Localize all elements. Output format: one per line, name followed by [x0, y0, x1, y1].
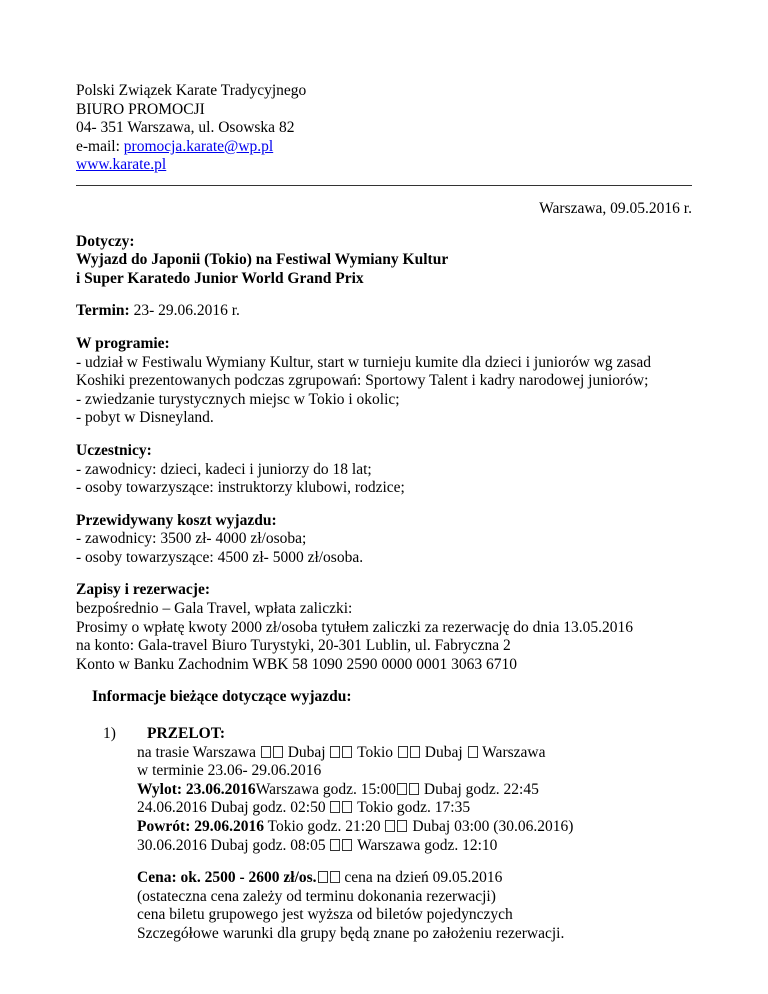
email-link[interactable]: promocja.karate@wp.pl [123, 137, 274, 155]
office-name: BIURO PROMOCJI [76, 100, 205, 118]
departure-label: Wylot: 23.06.2016 [137, 780, 256, 798]
term-label: Termin: [76, 302, 130, 320]
leg2-line [137, 799, 692, 818]
participants-item: - zawodnicy: dzieci, kadeci i juniorzy do 18 lat; [76, 460, 372, 478]
route-stop: Tokio [357, 743, 394, 761]
return-to: Dubaj 03:00 (30.06.2016) [412, 818, 574, 835]
arrow-glyph-icon [273, 746, 283, 758]
document-page [76, 82, 692, 944]
participants-block [76, 442, 692, 498]
price-line [137, 869, 692, 888]
departure-to: Dubaj godz. 22:45 [423, 780, 539, 798]
arrow-glyph-icon [397, 783, 407, 795]
subject-label: Dotyczy: [76, 232, 135, 250]
program-item: - zwiedzanie turystycznych miejsc w Tokio i okolic; [76, 390, 400, 408]
flight-period: w terminie 23.06- 29.06.2016 [137, 762, 322, 780]
departure-line [137, 781, 692, 800]
arrow-glyph-icon [398, 746, 408, 758]
program-item: - udział w Festiwalu Wymiany Kultur, start w turnieju kumite dla dzieci i juniorów wg zasad [76, 353, 651, 371]
participants-label: Uczestnicy: [76, 441, 152, 459]
price-note-line: (ostateczna cena zależy od terminu dokonania rezerwacji) [137, 887, 496, 905]
website-link[interactable]: www.karate.pl [76, 156, 167, 174]
section-number: 1) [103, 725, 116, 743]
arrow-glyph-icon [330, 871, 340, 883]
letterhead [76, 82, 692, 175]
booking-item: Konto w Banku Zachodnim WBK 58 1090 2590 0000 0001 3063 6710 [76, 655, 518, 673]
arrow-glyph-icon [342, 839, 352, 851]
arrow-glyph-icon [330, 746, 340, 758]
info-heading: Informacje bieżące dotyczące wyjazdu: [92, 688, 352, 706]
arrow-glyph-icon [468, 746, 478, 758]
price-label: Cena: ok. 2500 - 2600 zł/os. [137, 869, 317, 887]
booking-item: bezpośrednio – Gala Travel, wpłata zaliczki: [76, 600, 353, 618]
cost-block [76, 512, 692, 568]
term-block [76, 302, 692, 321]
arrow-glyph-icon [397, 820, 407, 832]
leg4-to: Warszawa godz. 12:10 [357, 836, 498, 854]
leg4-line [137, 837, 692, 856]
cost-item: - osoby towarzyszące: 4500 zł- 5000 zł/osoba. [76, 548, 364, 566]
program-item: Koshiki prezentowanych podczas zgrupowań: Sportowy Talent i kadry narodowej juniorów; [76, 372, 649, 390]
flight-title: PRZELOT: [147, 725, 226, 743]
org-name: Polski Związek Karate Tradycyjnego [76, 82, 307, 99]
program-label: W programie: [76, 334, 170, 352]
price-note: cena na dzień 09.05.2016 [344, 869, 503, 887]
subject-line-1: Wyjazd do Japonii (Tokio) na Festiwal Wymiany Kultur [76, 251, 449, 269]
arrow-glyph-icon [342, 801, 352, 813]
booking-item: Prosimy o wpłatę kwoty 2000 zł/osoba tytułem zaliczki za rezerwację do dnia 13.05.2016 [76, 618, 633, 636]
term-value: 23- 29.06.2016 r. [129, 302, 240, 320]
address: 04- 351 Warszawa, ul. Osowska 82 [76, 119, 295, 137]
cost-label: Przewidywany koszt wyjazdu: [76, 511, 277, 529]
arrow-glyph-icon [261, 746, 271, 758]
booking-label: Zapisy i rezerwacje: [76, 581, 210, 599]
departure-from: Warszawa godz. 15:00 [255, 780, 397, 798]
participants-item: - osoby towarzyszące: instruktorzy klubowi, rodzice; [76, 479, 405, 497]
flight-route [137, 744, 692, 763]
subject-line-2: i Super Karatedo Junior World Grand Prix [76, 269, 364, 287]
arrow-glyph-icon [409, 783, 419, 795]
booking-item: na konto: Gala-travel Biuro Turystyki, 20-301 Lublin, ul. Fabryczna 2 [76, 637, 511, 655]
email-label: e-mail: [76, 137, 124, 155]
program-block [76, 335, 692, 428]
subject-block [76, 233, 692, 289]
header-divider [76, 185, 692, 186]
return-from: Tokio godz. 21:20 [264, 818, 381, 835]
arrow-glyph-icon [410, 746, 420, 758]
booking-block [76, 581, 692, 674]
price-note-line: Szczegółowe warunki dla grupy będą znane po założeniu rezerwacji. [137, 924, 565, 942]
return-label: Powrót: 29.06.2016 [137, 818, 264, 835]
letter-date: Warszawa, 09.05.2016 r. [539, 199, 692, 217]
website-line [76, 156, 692, 175]
route-stop: na trasie Warszawa [137, 743, 256, 761]
return-line [137, 818, 692, 837]
route-stop: Dubaj [287, 743, 326, 761]
arrow-glyph-icon [330, 839, 340, 851]
leg2-from: 24.06.2016 Dubaj godz. 02:50 [137, 799, 326, 817]
arrow-glyph-icon [330, 801, 340, 813]
route-stop: Dubaj [424, 743, 463, 761]
route-stop: Warszawa [482, 743, 546, 761]
arrow-glyph-icon [385, 820, 395, 832]
program-item: - pobyt w Disneyland. [76, 409, 214, 427]
leg4-from: 30.06.2016 Dubaj godz. 08:05 [137, 836, 326, 854]
email-line [76, 138, 692, 157]
leg2-to: Tokio godz. 17:35 [357, 799, 471, 817]
flight-section [76, 725, 692, 944]
arrow-glyph-icon [342, 746, 352, 758]
cost-item: - zawodnicy: 3500 zł- 4000 zł/osoba; [76, 530, 307, 548]
arrow-glyph-icon [318, 871, 328, 883]
price-note-line: cena biletu grupowego jest wyższa od biletów pojedynczych [137, 906, 513, 924]
